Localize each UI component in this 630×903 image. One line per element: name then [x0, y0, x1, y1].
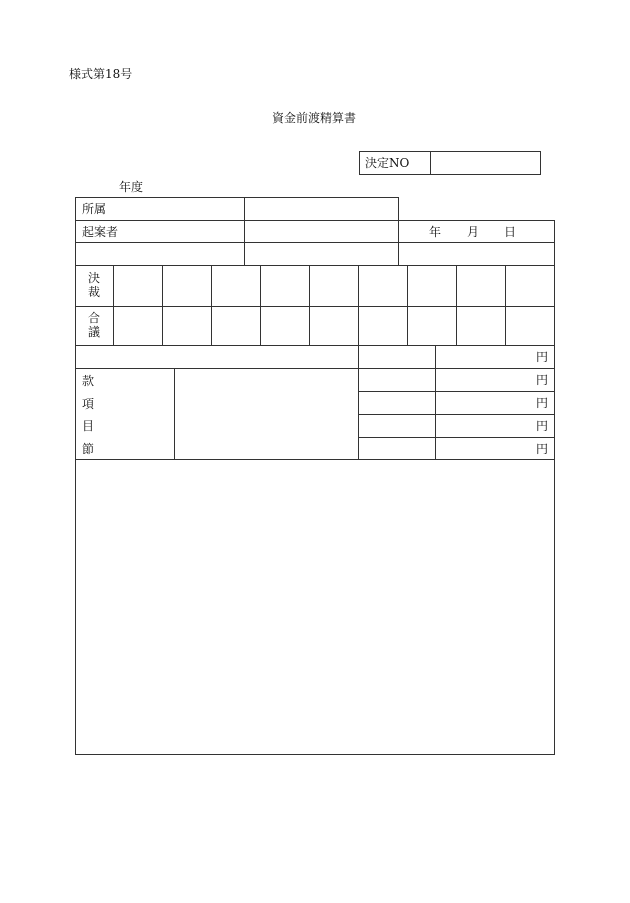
- yen-unit: 円: [536, 442, 549, 456]
- category-column-divider: [174, 368, 175, 460]
- approval-col-divider: [358, 265, 359, 346]
- category-label-moku: 目: [82, 419, 95, 433]
- amount-column-divider: [435, 345, 436, 460]
- yen-unit: 円: [536, 396, 549, 410]
- budget-grid: [75, 345, 555, 460]
- amount-row-divider: [358, 437, 555, 438]
- details-area[interactable]: [75, 459, 555, 755]
- yen-unit: 円: [536, 373, 549, 387]
- approval-col-divider: [260, 265, 261, 346]
- decision-no-label: 決定NO: [365, 156, 410, 170]
- date-month-label: 月: [467, 225, 480, 239]
- date-year-label: 年: [429, 225, 442, 239]
- approval-col-divider: [162, 265, 163, 346]
- drafter-row-divider: [75, 242, 555, 243]
- drafter-label: 起案者: [82, 225, 119, 239]
- decision-label-char: 裁: [87, 285, 100, 299]
- date-column-divider: [398, 197, 399, 266]
- approval-col-divider: [505, 265, 506, 346]
- category-label-setsu: 節: [82, 442, 95, 456]
- amount-column-divider: [358, 345, 359, 460]
- document-title: 資金前渡精算書: [272, 111, 357, 125]
- date-day-label: 日: [504, 225, 517, 239]
- approval-col-divider: [456, 265, 457, 346]
- affiliation-label: 所属: [82, 202, 107, 216]
- consultation-label-char: 議: [87, 325, 100, 339]
- amount-row-divider: [358, 414, 555, 415]
- decision-label-char: 決: [87, 271, 100, 285]
- category-label-kou: 項: [82, 397, 95, 411]
- decision-no-divider: [430, 151, 431, 175]
- amount-row-divider: [358, 391, 555, 392]
- approval-col-divider: [211, 265, 212, 346]
- fiscal-year-label: 年度: [119, 180, 144, 194]
- category-label-kan: 款: [82, 374, 95, 388]
- consultation-label-char: 合: [87, 311, 100, 325]
- decision-no-value[interactable]: [436, 156, 536, 170]
- approval-col-divider: [407, 265, 408, 346]
- approval-col-divider: [113, 265, 114, 346]
- budget-top-row-divider: [75, 368, 555, 369]
- drafter-value[interactable]: [250, 225, 390, 239]
- yen-unit: 円: [536, 350, 549, 364]
- yen-unit: 円: [536, 419, 549, 433]
- approval-col-divider: [309, 265, 310, 346]
- approval-row-divider: [75, 306, 555, 307]
- form-number: 様式第18号: [69, 67, 133, 81]
- affiliation-value[interactable]: [250, 202, 390, 216]
